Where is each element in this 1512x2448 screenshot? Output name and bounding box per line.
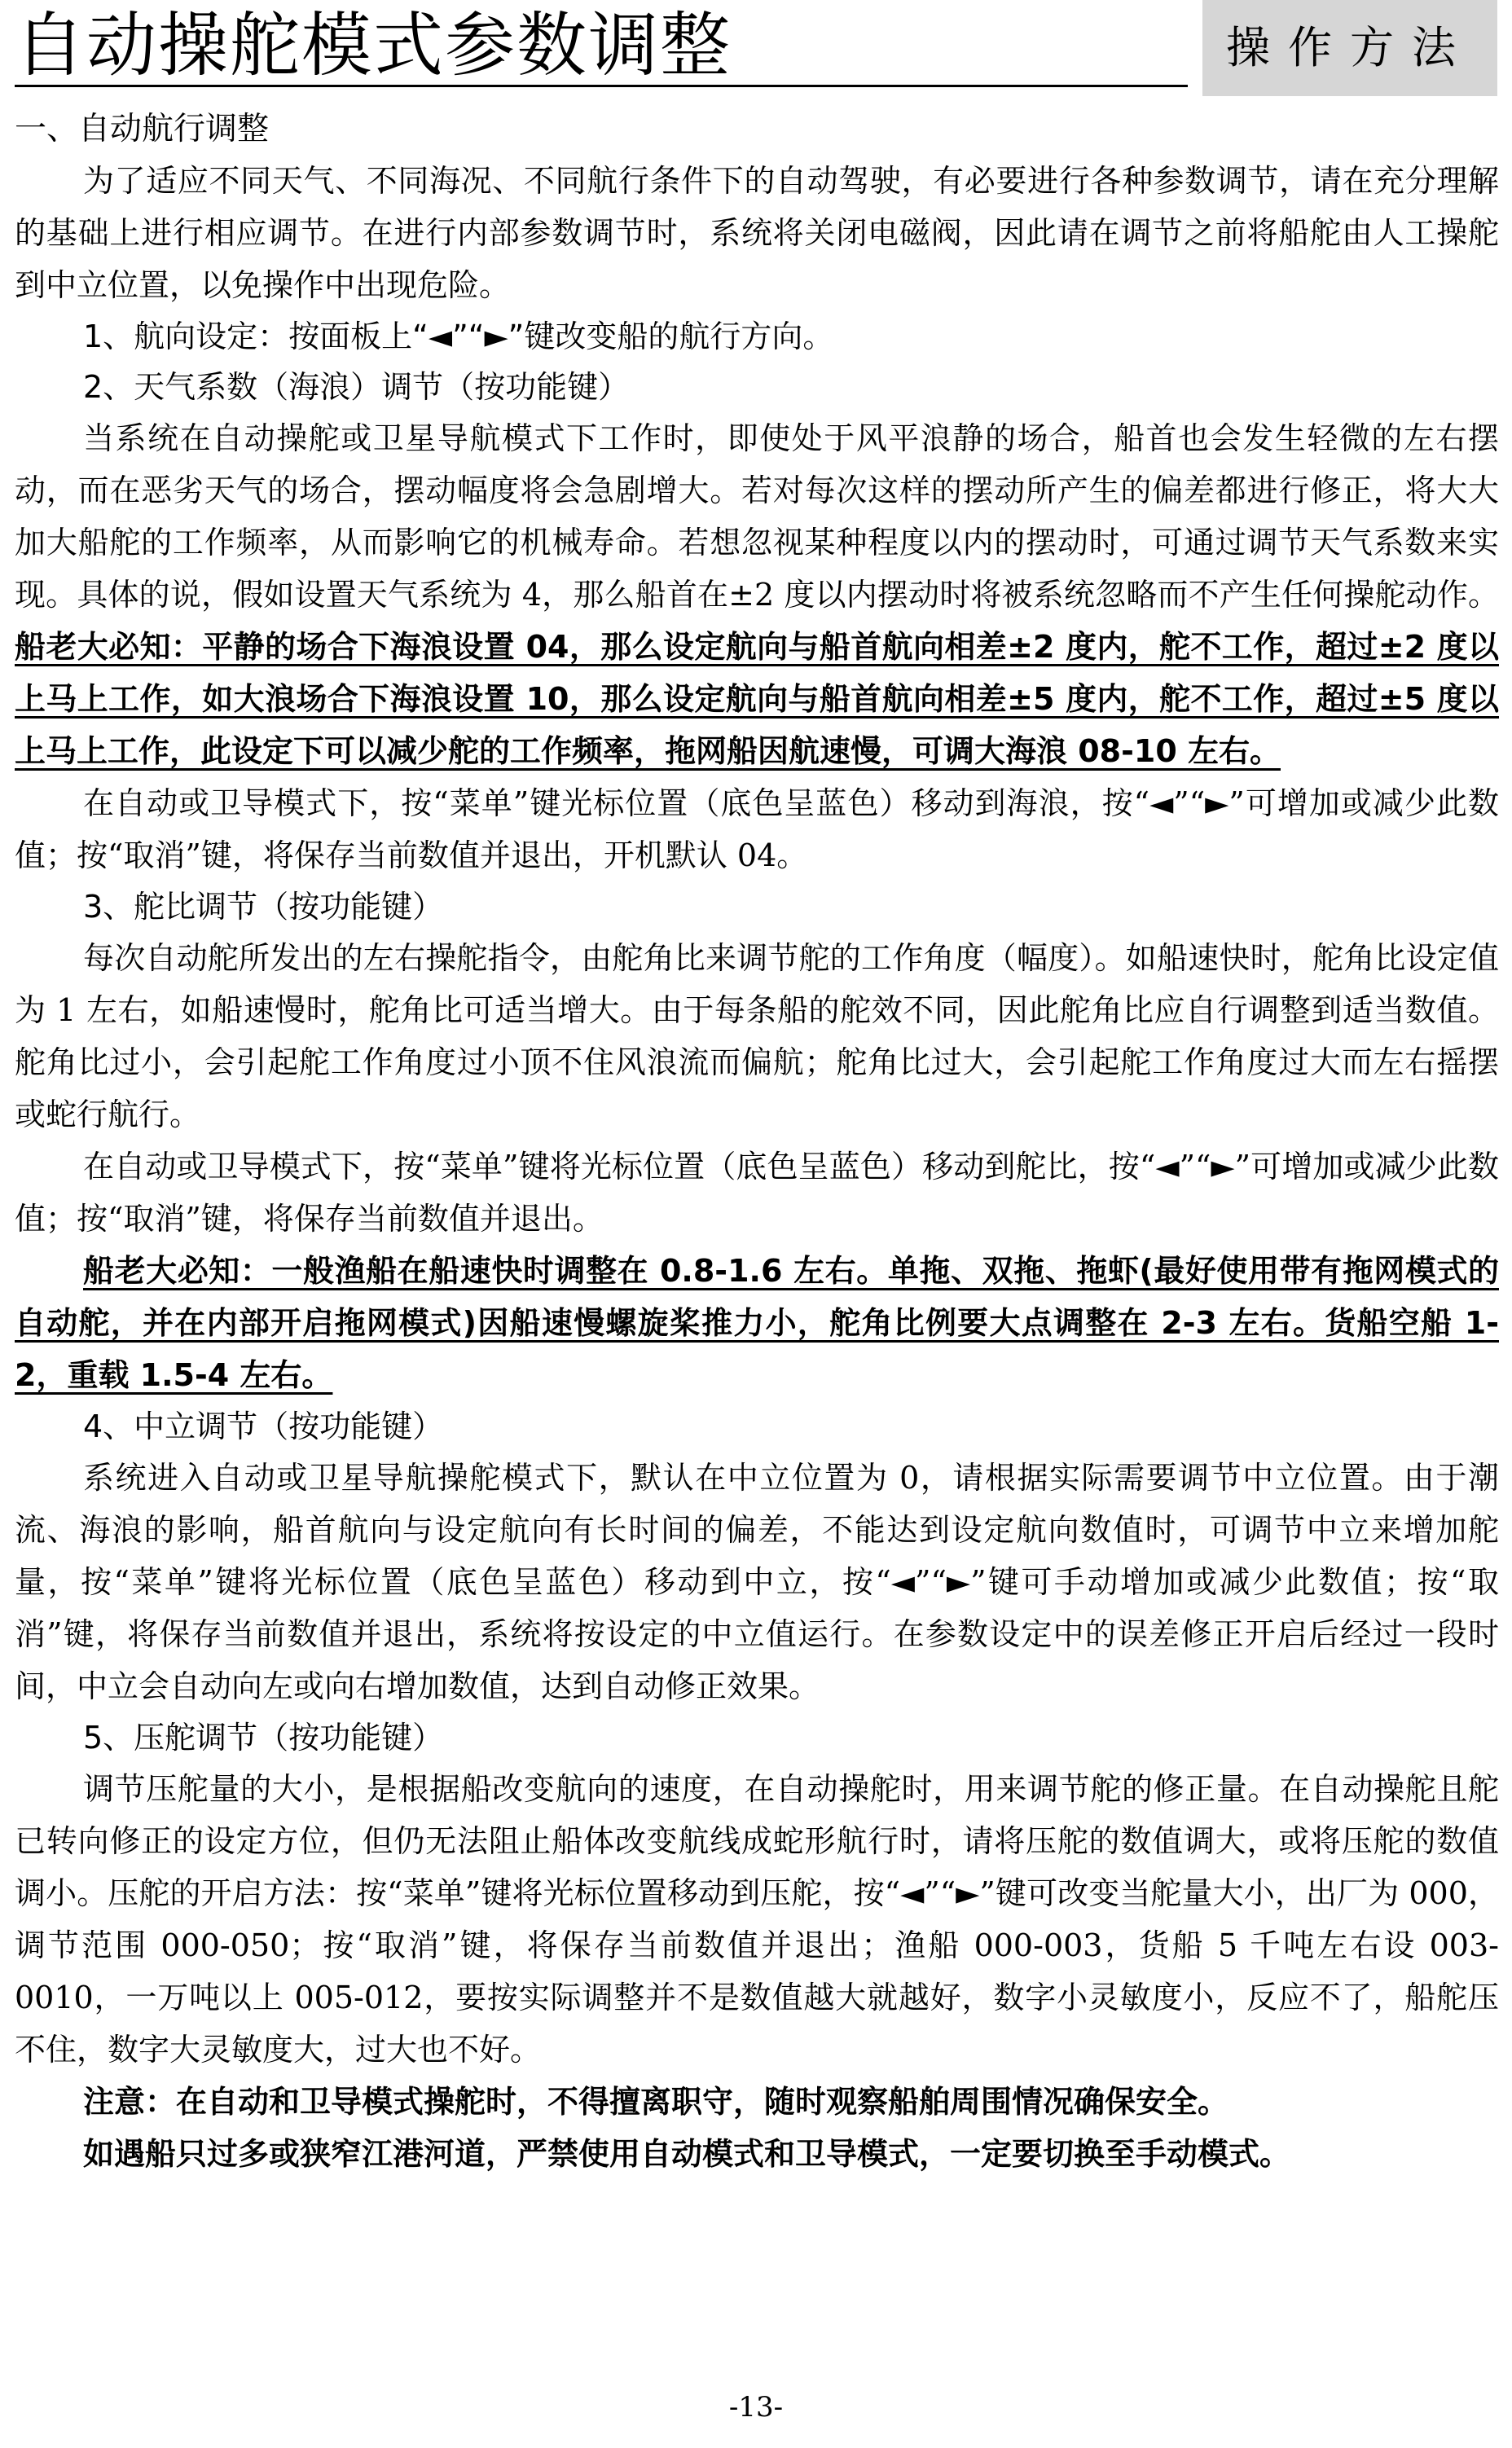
weather-coefficient-text: 当系统在自动操舵或卫星导航模式下工作时，即使处于风平浪静的场合，船首也会发生轻微的左右摆动，而在恶劣天气的场合，摆动幅度将会急剧增大。若对每次这样的摆动所产生的偏差都进行修正，将大大加大船舵的工作频率，从而影响它的机械寿命。若想忽视某种程度以内的摆动时，可通过调节天气系数来实现。具体的说，假如设置天气系统为 4，那么船首在±2 度以内摆动时将被系统忽略而不产生任何操舵动作。 [15, 420, 1499, 613]
page-number: -13- [728, 2391, 784, 2424]
operation-method-badge: 操作方法 [1202, 0, 1497, 96]
safety-warning: 注意：在自动和卫导模式操舵时，不得擅离职守，随时观察船舶周围情况确保安全。 [83, 2084, 1229, 2120]
page-title: 自动操舵模式参数调整 [15, 5, 732, 86]
page-header [15, 0, 1497, 94]
neutral-adjustment-paragraph: 系统进入自动或卫星导航操舵模式下，默认在中立位置为 0，请根据实际需要调节中立位置。由于潮流、海浪的影响，船首航向与设定航向有长时间的偏差，不能达到设定航向数值时，可调节中立来增加舵量，按“菜单”键将光标位置（底色呈蓝色）移动到中立，按“◄”“►”键可手动增加或减少此数值；按“取消”键，将保存当前数值并退出，系统将按设定的中立值运行。在参数设定中的误差修正开启后经过一段时间，中立会自动向左或向右增加数值，达到自动修正效果。 [15, 1460, 1499, 1704]
weather-coefficient-paragraph [15, 412, 1499, 777]
heading-neutral-adjustment: 4、中立调节（按功能键） [83, 1409, 444, 1444]
heading-rudder-ratio: 3、舵比调节（按功能键） [83, 889, 444, 925]
heading-rudder-pressure: 5、压舵调节（按功能键） [83, 1720, 444, 1756]
document-body [15, 98, 1499, 2180]
heading-weather-coefficient: 2、天气系数（海浪）调节（按功能键） [83, 369, 630, 405]
weather-captain-note: 船老大必知：平静的场合下海浪设置 04，那么设定航向与船首航向相差±2 度内，舵不工作，超过±2 度以上马上工作，如大浪场合下海浪设置 10，那么设定航向与船首航向相差±5 度内，舵不工作，超过±5 度以上马上工作，此设定下可以减少舵的工作频率，拖网船因航速慢，可调大海浪 08-10 左右。 [15, 629, 1499, 769]
rudder-ratio-paragraph: 每次自动舵所发出的左右操舵指令，由舵角比来调节舵的工作角度（幅度）。如船速快时，舵角比设定值为 1 左右，如船速慢时，舵角比可适当增大。由于每条船的舵效不同，因此舵角比应自行调整到适当数值。舵角比过小，会引起舵工作角度过小顶不住风浪流而偏航；舵角比过大，会引起舵工作角度过大而左右摇摆或蛇行航行。 [15, 940, 1499, 1132]
heading-course-setting: 1、航向设定：按面板上“◄”“►”键改变船的航行方向。 [83, 319, 834, 354]
rudder-pressure-paragraph: 调节压舵量的大小，是根据船改变航向的速度，在自动操舵时，用来调节舵的修正量。在自动操舵且舵已转向修正的设定方位，但仍无法阻止船体改变航线成蛇形航行时，请将压舵的数值调大，或将压舵的数值调小。压舵的开启方法：按“菜单”键将光标位置移动到压舵，按“◄”“►”键可改变当舵量大小，出厂为 000，调节范围 000-050；按“取消”键，将保存当前数值并退出；渔船 000-003，货船 5 千吨左右设 003-0010，一万吨以上 005-012，要按实际调整并不是数值越大就越好，数字小灵敏度小，反应不了，船舵压不住，数字大灵敏度大，过大也不好。 [15, 1771, 1499, 2068]
title-underline [15, 85, 1188, 87]
rudder-ratio-note-paragraph [15, 1245, 1499, 1401]
weather-operation-paragraph: 在自动或卫导模式下，按“菜单”键光标位置（底色呈蓝色）移动到海浪，按“◄”“►”可增加或减少此数值；按“取消”键，将保存当前数值并退出，开机默认 04。 [15, 785, 1499, 873]
section-heading: 一、自动航行调整 [15, 111, 270, 147]
manual-mode-warning: 如遇船只过多或狭窄江港河道，严禁使用自动模式和卫导模式，一定要切换至手动模式。 [83, 2136, 1291, 2172]
intro-paragraph: 为了适应不同天气、不同海况、不同航行条件下的自动驾驶，有必要进行各种参数调节，请在充分理解的基础上进行相应调节。在进行内部参数调节时，系统将关闭电磁阀，因此请在调节之前将船舵由人工操舵到中立位置，以免操作中出现危险。 [15, 163, 1499, 303]
rudder-ratio-captain-note: 船老大必知：一般渔船在船速快时调整在 0.8-1.6 左右。单拖、双拖、拖虾(最好使用带有拖网模式的自动舵，并在内部开启拖网模式)因船速慢螺旋桨推力小，舵角比例要大点调整在 2-3 左右。货船空船 1-2，重载 1.5-4 左右。 [15, 1253, 1499, 1393]
rudder-ratio-operation-paragraph: 在自动或卫导模式下，按“菜单”键将光标位置（底色呈蓝色）移动到舵比，按“◄”“►”可增加或减少此数值；按“取消”键，将保存当前数值并退出。 [15, 1149, 1499, 1237]
